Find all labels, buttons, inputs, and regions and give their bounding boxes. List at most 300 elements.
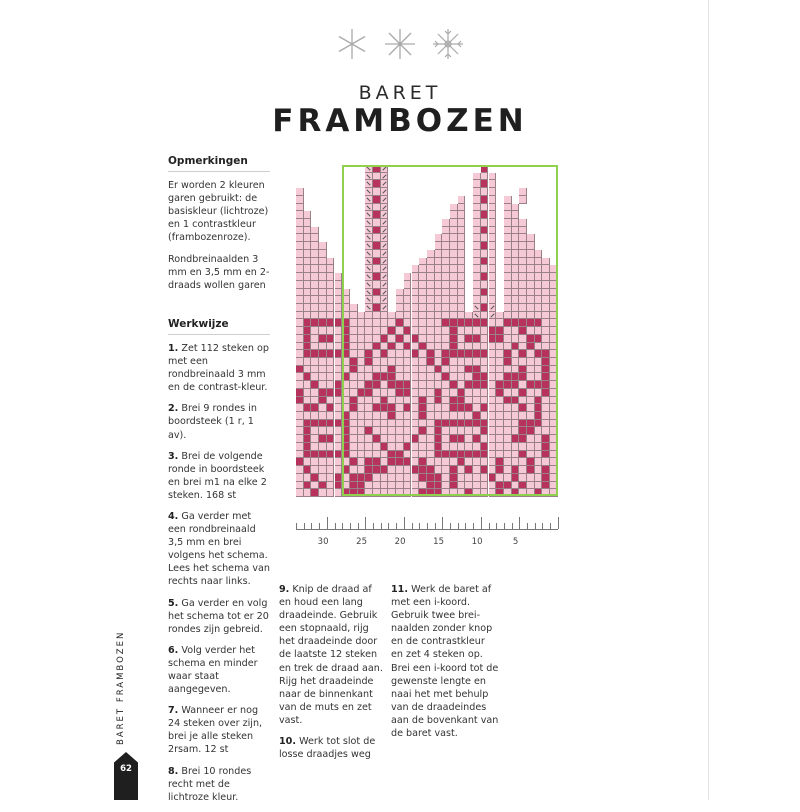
chart-cell (458, 443, 466, 451)
chart-cell (542, 327, 550, 335)
chart-cell (496, 458, 504, 466)
chart-cell (512, 373, 520, 381)
chart-cell (442, 250, 450, 258)
chart-cell (412, 296, 420, 304)
chart-cell (512, 296, 520, 304)
chart-cell (504, 327, 512, 335)
chart-cell (504, 482, 512, 490)
chart-cell (335, 466, 343, 474)
chart-cell (481, 219, 489, 227)
chart-cell (465, 343, 473, 351)
chart-cell (481, 389, 489, 397)
chart-cell (365, 211, 373, 219)
chart-cell (489, 204, 497, 212)
page-number: 62 (120, 764, 132, 774)
chart-cell (442, 335, 450, 343)
chart-cell (381, 366, 389, 374)
chart-cell (373, 273, 381, 281)
chart-cell (496, 319, 504, 327)
chart-cell (512, 482, 520, 490)
chart-cell (442, 412, 450, 420)
chart-cell (419, 273, 427, 281)
chart-cell (381, 258, 389, 266)
chart-cell (435, 397, 443, 405)
chart-cell (473, 358, 481, 366)
chart-cell (350, 420, 358, 428)
chart-cell (527, 258, 535, 266)
chart-cell (550, 343, 558, 351)
chart-cell (404, 327, 412, 335)
chart-cell (404, 458, 412, 466)
chart-cell (381, 227, 389, 235)
chart-cell (489, 474, 497, 482)
chart-cell (304, 335, 312, 343)
chart-cell (381, 234, 389, 242)
chart-cell (504, 234, 512, 242)
chart-cell (473, 196, 481, 204)
chart-cell (335, 281, 343, 289)
chart-cell (365, 327, 373, 335)
chart-cell (342, 304, 350, 312)
chart-cell (427, 404, 435, 412)
chart-cell (542, 258, 550, 266)
chart-cell (335, 319, 343, 327)
chart-cell (427, 451, 435, 459)
chart-cell (373, 458, 381, 466)
chart-cell (427, 304, 435, 312)
chart-cell (519, 234, 527, 242)
chart-cell (296, 489, 304, 497)
chart-cell (404, 304, 412, 312)
chart-cell (435, 335, 443, 343)
chart-cell (450, 466, 458, 474)
chart-cell (419, 451, 427, 459)
chart-cell (296, 335, 304, 343)
chart-cell (519, 327, 527, 335)
chart-cell (435, 319, 443, 327)
chart-cell (358, 489, 366, 497)
chart-cell (504, 435, 512, 443)
chart-cell (373, 358, 381, 366)
chart-cell (419, 489, 427, 497)
chart-cell (550, 373, 558, 381)
chart-cell (358, 404, 366, 412)
chart-cell (311, 358, 319, 366)
chart-cell (450, 404, 458, 412)
chart-cell (458, 327, 466, 335)
chart-cell (335, 412, 343, 420)
chart-cell (311, 458, 319, 466)
chart-cell (311, 474, 319, 482)
chart-cell (358, 335, 366, 343)
chart-cell (350, 312, 358, 320)
chart-cell (296, 482, 304, 490)
chart-cell (442, 381, 450, 389)
chart-cell (550, 474, 558, 482)
chart-cell (335, 358, 343, 366)
chart-cell (481, 188, 489, 196)
chart-cell (319, 458, 327, 466)
chart-cell (450, 312, 458, 320)
chart-cell (327, 312, 335, 320)
chart-cell (358, 420, 366, 428)
chart-cell (412, 366, 420, 374)
chart-cell (442, 281, 450, 289)
chart-cell (489, 304, 497, 312)
chart-cell (465, 381, 473, 389)
chart-cell (373, 196, 381, 204)
chart-cell (442, 312, 450, 320)
chart-cell (311, 412, 319, 420)
chart-cell (550, 304, 558, 312)
chart-cell (519, 420, 527, 428)
chart-cell (435, 420, 443, 428)
chart-cell (527, 381, 535, 389)
chart-cell (319, 366, 327, 374)
chart-cell (388, 466, 396, 474)
chart-cell (489, 451, 497, 459)
chart-cell (527, 466, 535, 474)
chart-cell (388, 366, 396, 374)
chart-cell (304, 296, 312, 304)
chart-cell (496, 335, 504, 343)
ruler-tick (519, 517, 520, 529)
chart-cell (489, 196, 497, 204)
method-step: 4. Ga verder met een rondbreinaald 3,5 mm en brei volgens het schema. Lees het schema van rechts naar links. (168, 510, 270, 588)
chart-cell (442, 350, 450, 358)
chart-cell (412, 373, 420, 381)
chart-cell (512, 381, 520, 389)
chart-cell (550, 296, 558, 304)
chart-cell (458, 289, 466, 297)
chart-cell (527, 373, 535, 381)
chart-cell (296, 381, 304, 389)
chart-cell (504, 443, 512, 451)
chart-cell (435, 343, 443, 351)
chart-cell (527, 358, 535, 366)
chart-cell (512, 281, 520, 289)
chart-cell (373, 211, 381, 219)
chart-cell (481, 397, 489, 405)
chart-cell (450, 474, 458, 482)
method-step: 3. Brei de volgende ronde in boordsteek en brei m1 na elke 2 steken. 168 st (168, 450, 267, 501)
chart-cell (550, 482, 558, 490)
chart-cell (327, 304, 335, 312)
chart-cell (542, 373, 550, 381)
chart-cell (412, 358, 420, 366)
chart-cell (481, 173, 489, 181)
chart-cell (350, 335, 358, 343)
chart-cell (481, 211, 489, 219)
chart-cell (473, 319, 481, 327)
chart-cell (327, 350, 335, 358)
chart-cell (358, 381, 366, 389)
chart-cell (489, 219, 497, 227)
chart-cell (527, 451, 535, 459)
chart-cell (535, 358, 543, 366)
ruler-tick (404, 517, 405, 529)
ruler-tick (412, 523, 413, 529)
chart-cell (519, 389, 527, 397)
chart-cell (442, 482, 450, 490)
chart-cell (373, 165, 381, 173)
chart-cell (435, 242, 443, 250)
chart-cell (319, 381, 327, 389)
chart-cell (342, 312, 350, 320)
chart-cell (342, 404, 350, 412)
chart-cell (550, 312, 558, 320)
chart-cell (473, 289, 481, 297)
chart-cell (304, 242, 312, 250)
chart-cell (504, 319, 512, 327)
chart-cell (535, 427, 543, 435)
chart-cell (535, 466, 543, 474)
chart-cell (550, 366, 558, 374)
chart-cell (342, 319, 350, 327)
chart-cell (512, 366, 520, 374)
chart-cell (519, 381, 527, 389)
chart-cell (381, 312, 389, 320)
chart-cell (365, 281, 373, 289)
chart-cell (435, 381, 443, 389)
chart-cell (311, 443, 319, 451)
chart-cell (365, 296, 373, 304)
chart-cell (542, 474, 550, 482)
chart-cell (450, 327, 458, 335)
chart-cell (489, 420, 497, 428)
chart-cell (365, 443, 373, 451)
chart-cell (496, 474, 504, 482)
ruler-tick (458, 523, 459, 529)
ruler-tick (365, 517, 366, 529)
chart-cell (435, 412, 443, 420)
chart-cell (381, 319, 389, 327)
chart-cell (427, 420, 435, 428)
chart-cell (442, 404, 450, 412)
chart-cell (465, 466, 473, 474)
chart-cell (473, 227, 481, 235)
chart-cell (442, 242, 450, 250)
ruler-label: 5 (512, 537, 519, 547)
chart-cell (365, 312, 373, 320)
chart-cell (535, 389, 543, 397)
chart-cell (473, 435, 481, 443)
chart-cell (458, 319, 466, 327)
chart-cell (481, 451, 489, 459)
chart-cell (404, 350, 412, 358)
chart-cell (350, 404, 358, 412)
chart-cell (381, 250, 389, 258)
chart-cell (435, 489, 443, 497)
chart-cell (458, 466, 466, 474)
chart-cell (489, 173, 497, 181)
chart-cell (504, 350, 512, 358)
chart-cell (496, 482, 504, 490)
chart-cell (496, 343, 504, 351)
chart-cell (450, 458, 458, 466)
chart-cell (388, 420, 396, 428)
chart-cell (335, 489, 343, 497)
chart-cell (450, 366, 458, 374)
chart-cell (512, 327, 520, 335)
chart-cell (381, 482, 389, 490)
chart-cell (458, 312, 466, 320)
chart-cell (481, 435, 489, 443)
chart-cell (311, 427, 319, 435)
chart-cell (327, 281, 335, 289)
chart-cell (311, 482, 319, 490)
page-subtitle: BARET (358, 82, 442, 104)
chart-cell (481, 312, 489, 320)
chart-cell (481, 373, 489, 381)
chart-cell (304, 389, 312, 397)
ruler-tick (388, 523, 389, 529)
chart-cell (535, 281, 543, 289)
method-step: 8. Brei 10 rondes recht met de lichtroze kleur. (168, 765, 252, 803)
chart-cell (504, 289, 512, 297)
chart-cell (327, 289, 335, 297)
chart-cell (527, 281, 535, 289)
chart-cell (388, 412, 396, 420)
chart-cell (396, 296, 404, 304)
chart-cell (527, 296, 535, 304)
chart-cell (504, 250, 512, 258)
chart-cell (519, 250, 527, 258)
chart-cell (442, 258, 450, 266)
chart-cell (304, 281, 312, 289)
chart-cell (358, 366, 366, 374)
chart-cell (489, 412, 497, 420)
chart-cell (481, 250, 489, 258)
chart-cell (489, 312, 497, 320)
chart-cell (412, 289, 420, 297)
chart-cell (481, 196, 489, 204)
chart-cell (373, 466, 381, 474)
ruler-tick (489, 523, 490, 529)
chart-cell (373, 296, 381, 304)
chart-cell (311, 435, 319, 443)
chart-cell (365, 350, 373, 358)
chart-cell (388, 489, 396, 497)
chart-cell (311, 234, 319, 242)
chart-cell (481, 319, 489, 327)
chart-cell (304, 404, 312, 412)
chart-cell (473, 180, 481, 188)
chart-cell (327, 404, 335, 412)
chart-cell (419, 350, 427, 358)
chart-cell (535, 373, 543, 381)
chart-cell (535, 366, 543, 374)
chart-cell (450, 350, 458, 358)
chart-cell (404, 389, 412, 397)
chart-cell (481, 412, 489, 420)
chart-cell (527, 289, 535, 297)
chart-cell (450, 335, 458, 343)
chart-cell (404, 381, 412, 389)
ruler-label: 25 (356, 537, 368, 547)
chart-cell (465, 319, 473, 327)
chart-cell (365, 242, 373, 250)
chart-cell (358, 319, 366, 327)
chart-cell (458, 489, 466, 497)
chart-cell (535, 489, 543, 497)
chart-cell (519, 219, 527, 227)
chart-cell (419, 312, 427, 320)
chart-cell (319, 397, 327, 405)
chart-cell (296, 234, 304, 242)
chart-cell (465, 335, 473, 343)
chart-cell (535, 250, 543, 258)
chart-cell (450, 265, 458, 273)
chart-cell (304, 312, 312, 320)
chart-cell (381, 296, 389, 304)
ruler-label: 10 (471, 537, 483, 547)
chart-cell (489, 427, 497, 435)
chart-cell (304, 427, 312, 435)
chart-cell (458, 412, 466, 420)
chart-cell (396, 373, 404, 381)
chart-cell (296, 250, 304, 258)
chart-cell (412, 304, 420, 312)
chart-cell (304, 211, 312, 219)
chart-cell (427, 412, 435, 420)
chart-cell (350, 474, 358, 482)
chart-cell (519, 242, 527, 250)
ruler-tick (327, 517, 328, 529)
ruler-tick (550, 523, 551, 529)
chart-cell (381, 265, 389, 273)
chart-cell (427, 265, 435, 273)
chart-cell (527, 420, 535, 428)
chart-cell (319, 420, 327, 428)
chart-cell (473, 258, 481, 266)
chart-cell (435, 366, 443, 374)
chart-cell (435, 350, 443, 358)
chart-cell (327, 273, 335, 281)
chart-cell (427, 373, 435, 381)
chart-cell (388, 327, 396, 335)
chart-cell (550, 451, 558, 459)
chart-cell (496, 350, 504, 358)
chart-cell (412, 404, 420, 412)
chart-cell (327, 366, 335, 374)
chart-cell (427, 350, 435, 358)
chart-cell (319, 451, 327, 459)
chart-cell (489, 180, 497, 188)
chart-cell (388, 443, 396, 451)
chart-cell (473, 458, 481, 466)
chart-cell (396, 304, 404, 312)
chart-cell (365, 404, 373, 412)
chart-cell (365, 250, 373, 258)
chart-cell (342, 366, 350, 374)
chart-cell (519, 451, 527, 459)
chart-cell (381, 427, 389, 435)
chart-cell (319, 327, 327, 335)
chart-cell (465, 389, 473, 397)
chart-cell (458, 211, 466, 219)
chart-cell (311, 304, 319, 312)
chart-cell (512, 435, 520, 443)
chart-cell (458, 296, 466, 304)
chart-cell (512, 265, 520, 273)
chart-cell (335, 373, 343, 381)
chart-cell (350, 397, 358, 405)
chart-cell (473, 381, 481, 389)
chart-cell (473, 482, 481, 490)
chart-cell (304, 219, 312, 227)
ruler-tick (535, 523, 536, 529)
